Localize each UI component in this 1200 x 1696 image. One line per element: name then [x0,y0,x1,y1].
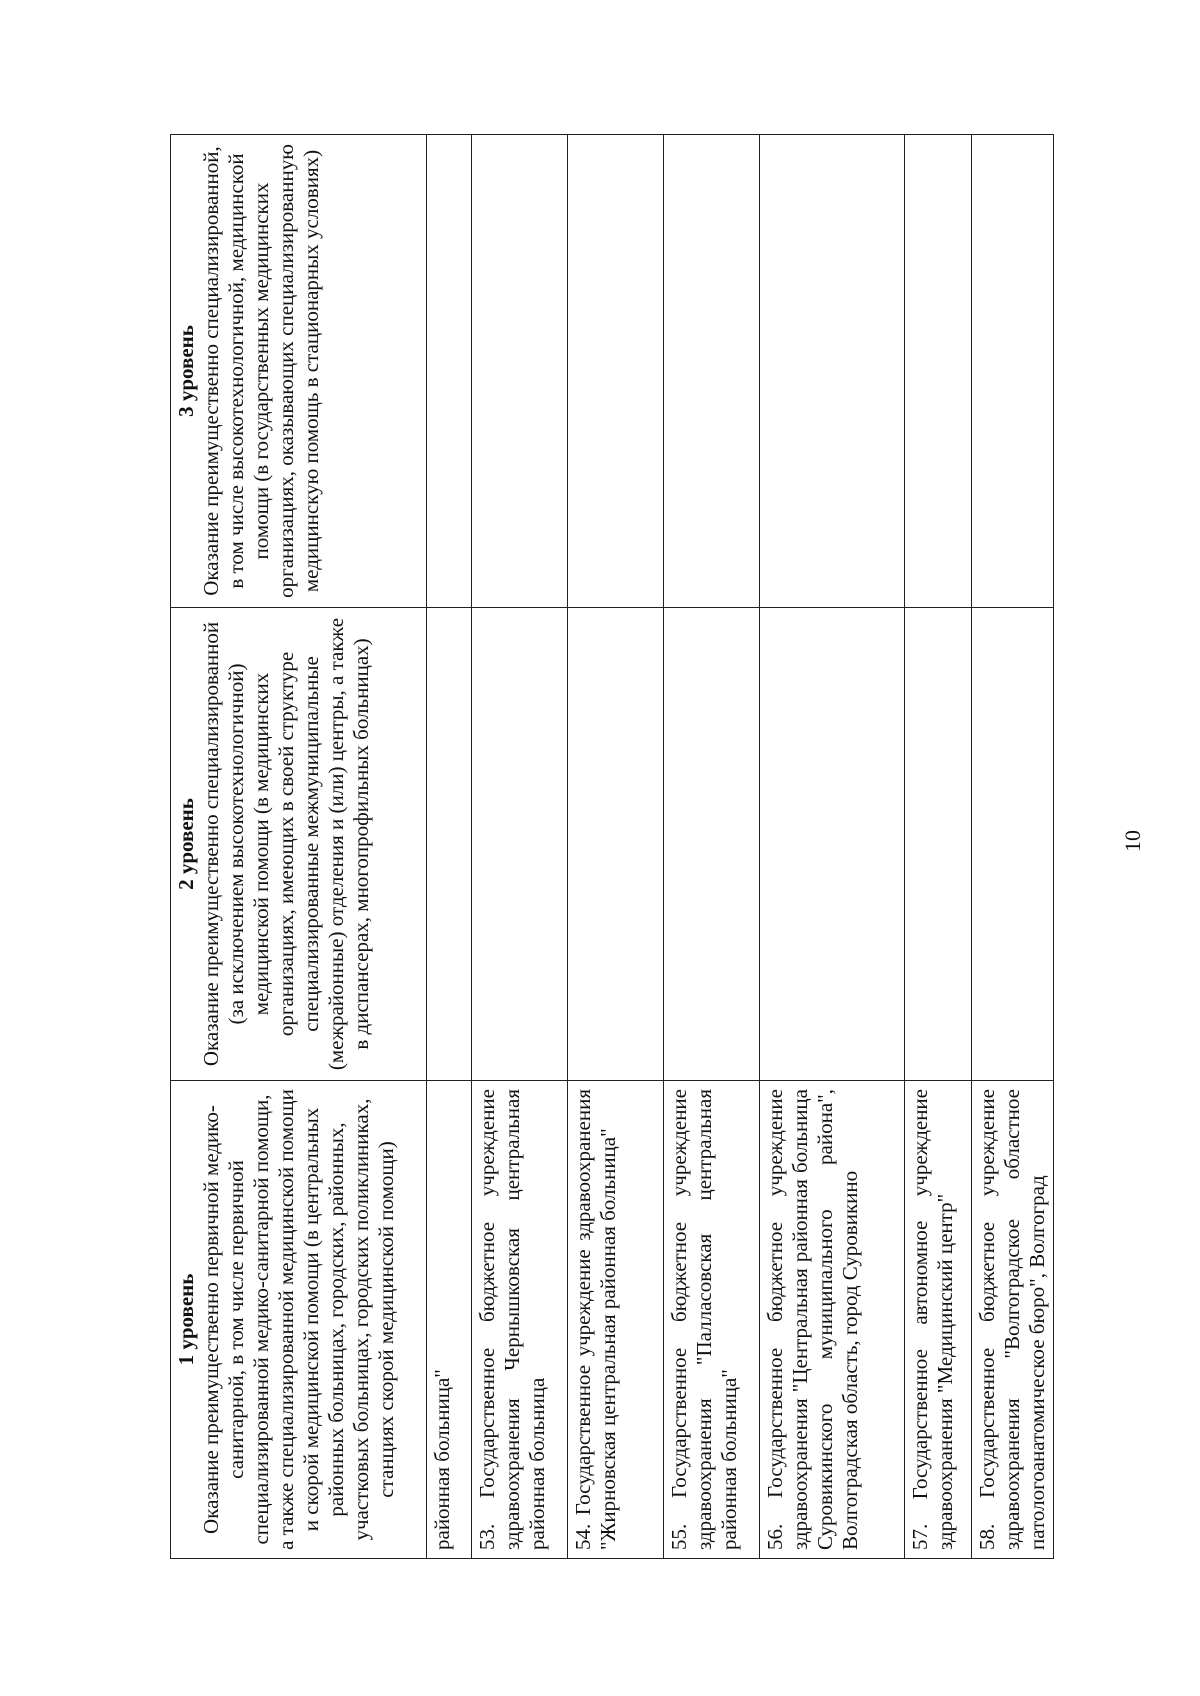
row-cell-level-1: 54. Государственное учреждение здравоохранения "Жирновская центральная районная больница" [568,1081,664,1559]
table-row [760,135,905,1559]
header-level-3-text: Оказание преимущественно специализированной, в том числе высокотехнологичной, медицинской помощи (в государственных медицинских организациях, оказывающих специализированную медицинскую помощь в стационарных условиях) [199,144,323,598]
header-level-2-title: 2 уровень [174,798,198,890]
row-cell-level-1: районная больница" [427,1081,472,1559]
header-level-1 [171,1081,427,1559]
table-row [664,135,760,1559]
header-level-1-text: Оказание преимущественно первичной медико-санитарной, в том числе первичной специализированной медико-санитарной помощи, а также специализированной медицинской помощи и скорой медицинской помощи (в центральных районных больницах, городских, районных, участковых больницах, городских поликлиниках, станциях скорой медицинской помощи) [199,1089,398,1550]
row-cell-level-1: 55. Государственное бюджетное учреждение здравоохранения "Палласовская центральная районная больница" [664,1081,760,1559]
row-cell-level-2 [472,608,568,1081]
header-level-1-title: 1 уровень [174,1273,198,1366]
row-cell-level-2 [568,608,664,1081]
row-cell-level-1: 53. Государственное бюджетное учреждение здравоохранения Чернышковская центральная районная больница [472,1081,568,1559]
row-cell-level-1: 57. Государственное автономное учреждение здравоохранения "Медицинский центр" [905,1081,972,1559]
row-cell-level-3 [760,135,905,608]
header-level-3-title: 3 уровень [174,325,198,417]
row-cell-level-2 [760,608,905,1081]
row-cell-level-3 [972,135,1054,608]
row-cell-level-3 [664,135,760,608]
row-cell-level-1: 56. Государственное бюджетное учреждение здравоохранения "Центральная районная больница Суровикинского муниципального района", Волгоградская область, город Суровикино [760,1081,905,1559]
row-cell-level-3 [905,135,972,608]
page-number: 10 [1120,830,1145,852]
table-header-row [171,135,427,1559]
table-row [972,135,1054,1559]
row-cell-level-2 [972,608,1054,1081]
header-level-2 [171,608,427,1081]
row-cell-level-2 [427,608,472,1081]
row-cell-level-3 [568,135,664,608]
row-cell-level-2 [905,608,972,1081]
table-row [568,135,664,1559]
row-cell-level-2 [664,608,760,1081]
medical-levels-table [170,134,1054,1559]
row-cell-level-3 [427,135,472,608]
table-row [905,135,972,1559]
header-level-2-text: Оказание преимущественно специализированной (за исключением высокотехнологичной) медицинской помощи (в медицинских организациях, имеющих в своей структуре специализированные межмуниципальные (межрайонные) отделения и (или) центры, а также в диспансерах, многопрофильных больницах) [199,617,373,1071]
table-row [427,135,472,1559]
row-cell-level-1: 58. Государственное бюджетное учреждение здравоохранения "Волгоградское областное патологоанатомическое бюро", Волгоград [972,1081,1054,1559]
header-level-3 [171,135,427,608]
row-cell-level-3 [472,135,568,608]
table-row [472,135,568,1559]
